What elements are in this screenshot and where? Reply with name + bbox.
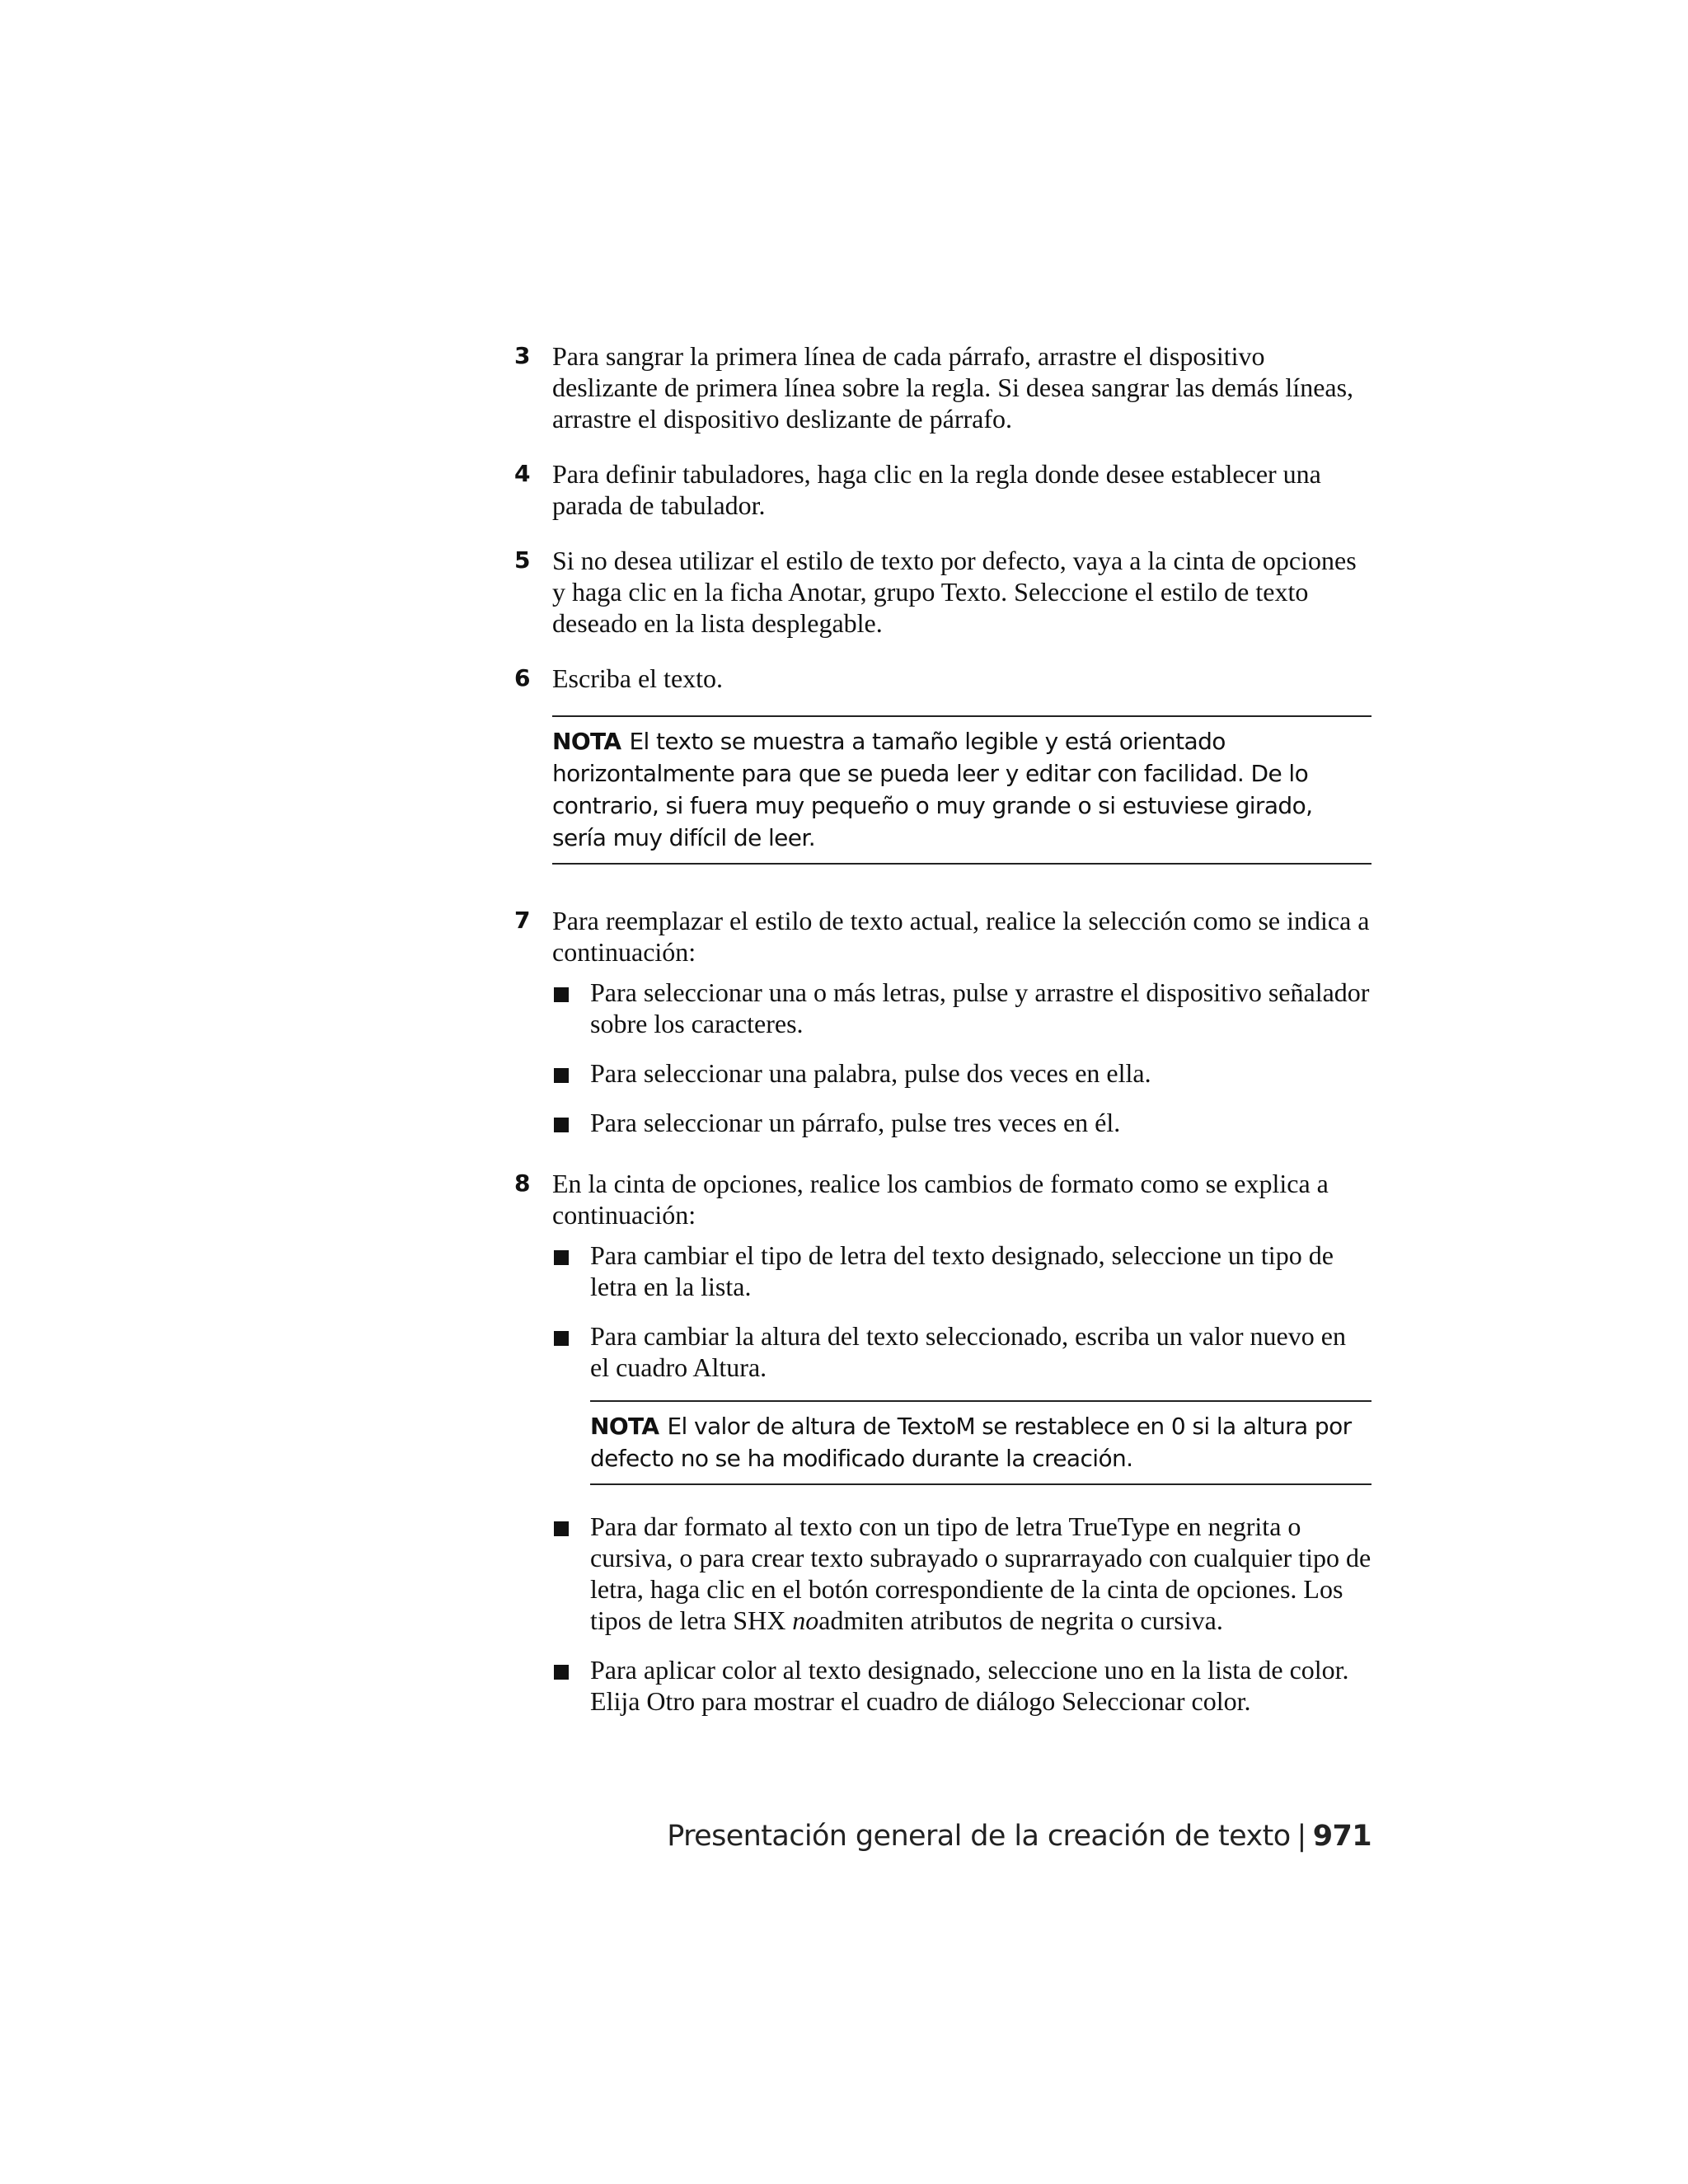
step-text: Para definir tabuladores, haga clic en la regla donde desee establecer una parada de tabulador.: [552, 459, 1321, 520]
step-6: [514, 663, 1372, 905]
list-item-text: Para cambiar la altura del texto seleccionado, escriba un valor nuevo en el cuadro Altura.: [590, 1321, 1346, 1382]
square-bullet-icon: [552, 1057, 590, 1089]
footer-separator: |: [1296, 1820, 1306, 1853]
page-footer: [667, 1818, 1372, 1854]
square-bullet-icon: [552, 1107, 590, 1138]
square-bullet-icon: [552, 977, 590, 1008]
step-number: 3: [514, 342, 531, 369]
step-number: 8: [514, 1169, 531, 1197]
square-bullet-icon: [552, 1320, 590, 1352]
step-number: 7: [514, 907, 531, 934]
emphasis-text: no: [792, 1605, 819, 1635]
list-item-text: Para dar formato al texto con un tipo de letra TrueType en negrita o cursiva, o para crear texto subrayado o suprarrayado con cualquier tipo de letra, haga clic en el botón correspondiente de la cinta de opciones. Los tipos de letra SHX noadmiten atributos de negrita o cursiva.: [590, 1511, 1372, 1635]
list-item-text: Para cambiar el tipo de letra del texto designado, seleccione un tipo de letra en la lista.: [590, 1240, 1334, 1301]
note-label: NOTA: [552, 728, 621, 755]
square-bullet-icon: [552, 1654, 590, 1685]
list-item: [552, 1654, 1372, 1717]
main-content: [514, 340, 1372, 1741]
list-item: [552, 1320, 1372, 1383]
page-number: 971: [1312, 1820, 1372, 1853]
list-item: [552, 1240, 1372, 1302]
step-8: [514, 1168, 1372, 1717]
step-7: [514, 905, 1372, 1138]
list-item: [552, 1511, 1372, 1636]
list-item-text: Para seleccionar una palabra, pulse dos veces en ella.: [590, 1058, 1151, 1088]
step-text: Para sangrar la primera línea de cada párrafo, arrastre el dispositivo deslizante de primera línea sobre la regla. Si desea sangrar las demás líneas, arrastre el dispositivo deslizante de párrafo.: [552, 341, 1354, 434]
step-number: 4: [514, 460, 531, 487]
step-5: [514, 545, 1372, 639]
bullet-list: [552, 1511, 1372, 1717]
step-text: Escriba el texto.: [552, 663, 724, 693]
bullet-list: [552, 977, 1372, 1138]
note-box: [590, 1400, 1372, 1485]
note-label: NOTA: [590, 1413, 659, 1440]
step-number: 5: [514, 546, 531, 574]
step-3: [514, 340, 1372, 434]
list-item-text: Para aplicar color al texto designado, seleccione uno en la lista de color. Elija Otro para mostrar el cuadro de diálogo Seleccionar color.: [590, 1655, 1349, 1716]
note-text: El valor de altura de TextoM se restablece en 0 si la altura por defecto no se ha modificado durante la creación.: [590, 1413, 1352, 1472]
step-text: Si no desea utilizar el estilo de texto por defecto, vaya a la cinta de opciones y haga clic en la ficha Anotar, grupo Texto. Seleccione el estilo de texto deseado en la lista desplegable.: [552, 546, 1357, 638]
note-text: El texto se muestra a tamaño legible y está orientado horizontalmente para que se pueda leer y editar con facilidad. De lo contrario, si fuera muy pequeño o muy grande o si estuviese girado, sería muy difícil de leer.: [552, 728, 1313, 851]
square-bullet-icon: [552, 1240, 590, 1271]
note-box: [552, 715, 1372, 865]
step-text: Para reemplazar el estilo de texto actual, realice la selección como se indica a continuación:: [552, 906, 1370, 967]
list-item: [552, 1057, 1372, 1089]
list-item-text: Para seleccionar una o más letras, pulse y arrastre el dispositivo señalador sobre los caracteres.: [590, 977, 1370, 1038]
bullet-list: [552, 1240, 1372, 1383]
square-bullet-icon: [552, 1511, 590, 1542]
footer-title: Presentación general de la creación de texto: [667, 1820, 1291, 1853]
step-number: 6: [514, 664, 531, 691]
list-item: [552, 977, 1372, 1039]
list-item-text: Para seleccionar un párrafo, pulse tres veces en él.: [590, 1108, 1121, 1137]
list-item: [552, 1107, 1372, 1138]
step-text: En la cinta de opciones, realice los cambios de formato como se explica a continuación:: [552, 1169, 1329, 1230]
step-4: [514, 458, 1372, 521]
